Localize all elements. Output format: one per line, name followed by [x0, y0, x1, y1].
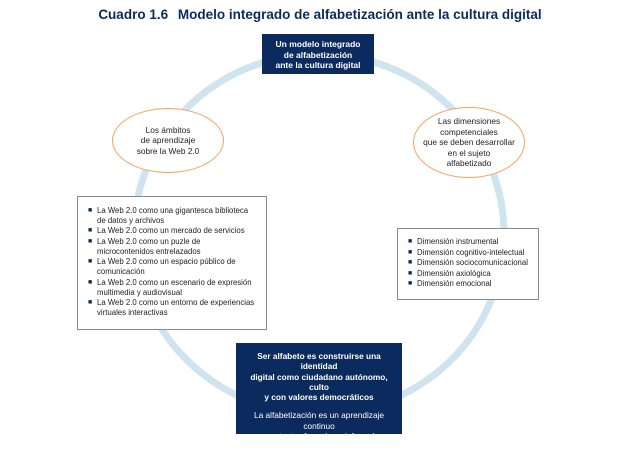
list-item [408, 258, 532, 268]
list-item [408, 248, 532, 258]
list-item [88, 257, 258, 277]
list-item-text: comunicación [97, 267, 145, 277]
list-item [88, 206, 258, 226]
bullet-icon: ■ [88, 278, 93, 286]
literacy-definition-box [236, 343, 402, 452]
definition-line: La alfabetización es un aprendizaje continuo [253, 410, 385, 431]
central-model-line: Un modelo integrado [275, 39, 361, 49]
definition-strong [240, 351, 398, 402]
list-item-text: de datos y archivos [97, 215, 165, 225]
oval-line: Los ámbitos [145, 124, 191, 135]
bullet-icon: ■ [408, 269, 413, 277]
central-model-box [262, 34, 374, 74]
list-item-text: virtuales interactivas [97, 307, 168, 317]
definition-line: digital como ciudadano autónomo, culto [250, 371, 388, 392]
oval-line: alfabetizado [446, 158, 492, 169]
list-item [408, 279, 532, 289]
definition-line: y con valores democráticos [264, 392, 374, 403]
title-number: Cuadro 1.6 [98, 7, 169, 22]
list-item-text: Dimensión instrumental [417, 237, 499, 246]
oval-line: que se deben desarrollar [423, 137, 515, 148]
learning-areas-oval [112, 108, 224, 173]
list-item-text: Dimensión axiológica [417, 268, 491, 278]
list-item-text: La Web 2.0 como un espacio público de [97, 257, 236, 267]
oval-line: de aprendizaje [140, 135, 196, 146]
list-item-text: La Web 2.0 como una gigantesca biblioteca [97, 206, 249, 215]
list-item-text: Dimensión emocional [417, 279, 492, 289]
list-item-text: La Web 2.0 como un puzle de [97, 236, 201, 246]
list-item-text: Dimensión cognitivo-intelectual [417, 247, 525, 257]
bullet-icon: ■ [408, 238, 413, 245]
list-item [88, 298, 258, 318]
bullet-icon: ■ [88, 227, 93, 235]
list-item-text: La Web 2.0 como un entorno de experiencias [97, 298, 255, 308]
oval-line: sobre la Web 2.0 [136, 145, 200, 156]
definition-note [240, 410, 398, 451]
bullet-icon: ■ [88, 237, 93, 245]
bullet-icon: ■ [88, 207, 93, 214]
definition-line: Ser alfabeto es construirse una identidad [257, 351, 381, 372]
list-item-text: multimedia y audiovisual [97, 287, 182, 297]
list-item-text: microcontenidos entrelazados [97, 246, 201, 256]
list-item-text: La Web 2.0 como un escenario de expresión [97, 277, 252, 287]
oval-line: Las dimensiones [437, 116, 501, 127]
definition-line: de aprendizaje con las TIC [269, 441, 369, 452]
bullet-icon: ■ [88, 258, 93, 266]
list-item [88, 226, 258, 236]
oval-line: en el sujeto [447, 147, 491, 158]
title-text: Modelo integrado de alfabetización ante la cultura digital [177, 7, 542, 22]
definition-line: en contextos formales e informales [254, 431, 384, 442]
dimensions-list [397, 228, 539, 300]
list-item [88, 278, 258, 298]
oval-line: competenciales [440, 126, 498, 137]
list-item-text: La Web 2.0 como un mercado de servicios [97, 226, 245, 236]
list-item [408, 269, 532, 279]
bullet-icon: ■ [408, 248, 413, 256]
bullet-icon: ■ [88, 299, 93, 307]
competence-dimensions-oval [413, 107, 525, 178]
central-model-line: ante la cultura digital [275, 60, 361, 70]
list-item [88, 237, 258, 257]
central-model-line: de alfabetización [283, 49, 353, 60]
list-item-text: Dimensión sociocomunicacional [417, 258, 528, 268]
web20-areas-list [77, 196, 267, 330]
bullet-icon: ■ [408, 280, 413, 288]
bullet-icon: ■ [408, 259, 413, 267]
list-item [408, 237, 532, 247]
